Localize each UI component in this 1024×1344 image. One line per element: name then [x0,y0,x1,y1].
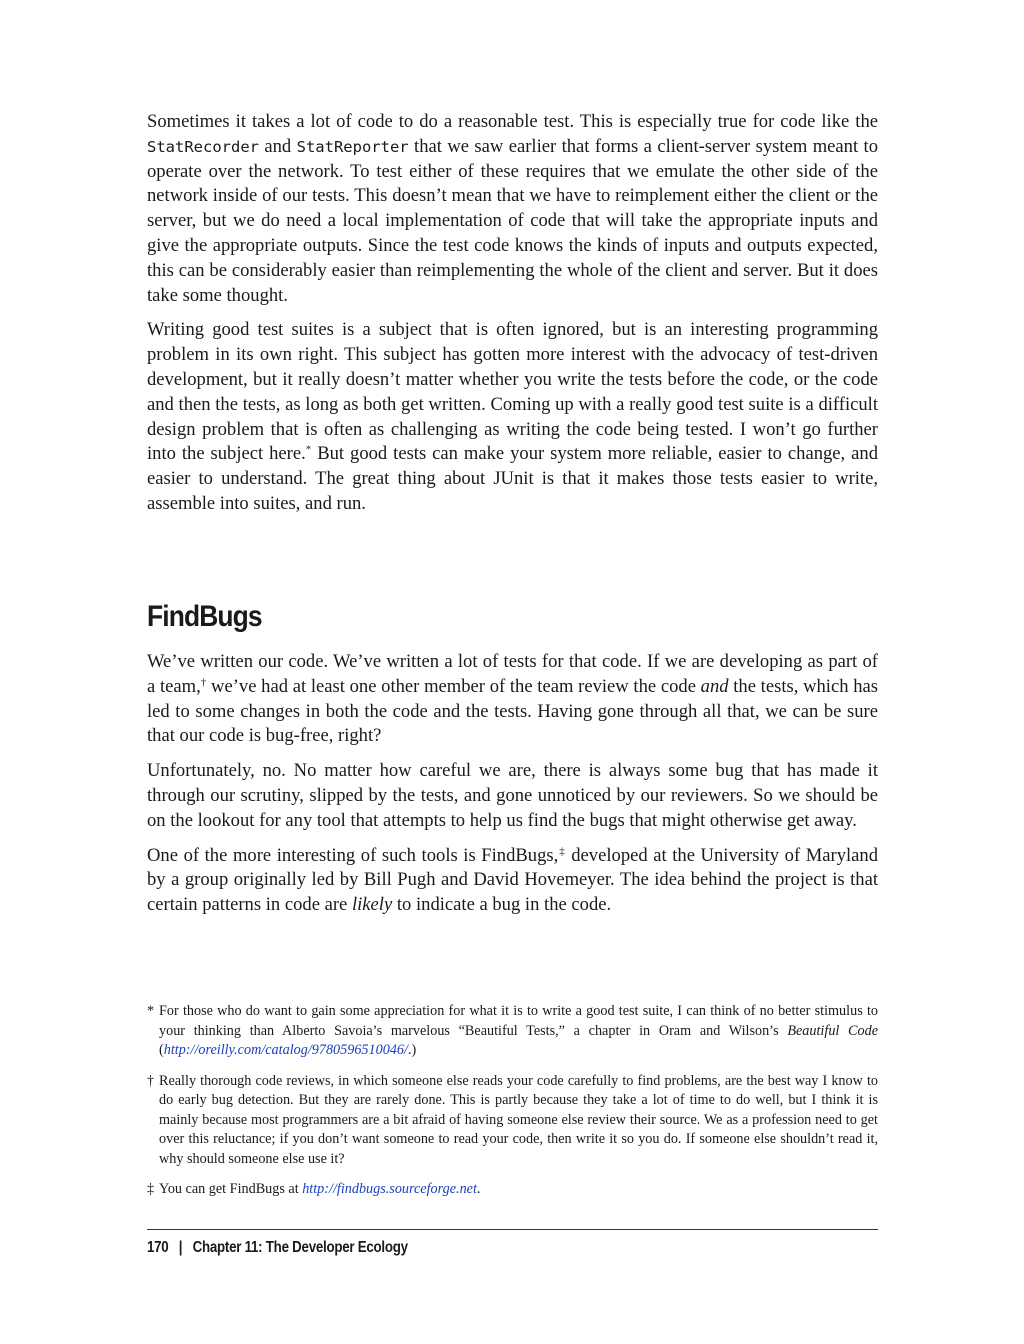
code-statrecorder: StatRecorder [147,137,259,156]
paragraph-written-code: We’ve written our code. We’ve written a lot of tests for that code. If we are developing as part of a team,† we’ve had at least one other member of the team review the code and the tests, which has led to some changes in both the code and the tests. Having gone through all that, we can be sure that our code is bug-free, right? [147,651,878,747]
chapter-title: Chapter 11: The Developer Ecology [192,1239,408,1256]
footnote-ref-1[interactable]: * [305,443,312,456]
footnote-mark: ‡ [147,1181,155,1197]
paragraph-test-suites: Writing good test suites is a subject that is often ignored, but is an interesting programming problem in its own right. This subject has gotten more interest with the advocacy of test-driven development, but it really doesn’t matter whether you write the tests before the code, or the code and then the tests, as long as both get written. Coming up with a really good test suite is a difficult design problem that is often as challenging as writing the code being tested. I won’t go further into the subject here.* But good tests can make your system more reliable, easier to change, and easier to understand. The great thing about JUnit is that it makes those tests easier to write, assemble into suites, and run. [147,319,878,514]
book-title: Beautiful Code [787,1022,878,1039]
footnote-ref-2[interactable]: † [200,676,207,689]
oreilly-link[interactable]: http://oreilly.com/catalog/9780596510046/ [163,1042,408,1058]
findbugs-link[interactable]: http://findbugs.sourceforge.net [302,1181,477,1197]
footnote-3: ‡ You can get FindBugs at http://findbugs.sourceforge.net. [147,1180,878,1200]
footnote-2: † Really thorough code reviews, in which someone else reads your code carefully to find problems, are the best way I know to do early bug detection. But they are rarely done. This is partly because they take a lot of time to do well, but I think it is mainly because most programmers are a bit afraid of having someone else review their source. We as a profession need to get over this reluctance; if you don’t want someone to read your code, then write it so you do. If someone else shouldn’t read it, why should someone else use it? [147,1072,878,1167]
footnote-mark: * [147,1003,155,1019]
page-number: 170 [147,1239,169,1256]
paragraph-findbugs-intro: One of the more interesting of such tools is FindBugs,‡ developed at the University of Maryland by a group originally led by Bill Pugh and David Hovemeyer. The idea behind the project is that certain patterns in code are likely to indicate a bug in the code. [147,844,879,916]
footnote-mark: † [147,1072,155,1089]
footnote-1: * For those who do want to gain some appreciation for what it is to write a good test suite, I can think of no better stimulus to your thinking than Alberto Savoia’s marvelous “Beautiful Tests,” a chapter in Oram and Wilson’s Beautiful Code (http://oreilly.com/catalog/9780596510046/.) [147,1003,878,1058]
footnotes [147,1002,878,1211]
code-statreporter: StatReporter [296,137,409,156]
footer-rule [147,1229,878,1230]
section-intro [147,110,878,527]
section-findbugs [147,650,878,928]
page-footer [147,1239,408,1257]
paragraph-test-code: Sometimes it takes a lot of code to do a reasonable test. This is especially true for code like the StatRecorder and StatReporter that we saw earlier that forms a client-server system meant to operate over the network. To test either of these requires that we emulate the other side of the network inside of our tests. This doesn’t mean that we have to reimplement either the client or the server, but we do need a local implementation of code that will take the appropriate inputs and give the appropriate outputs. Since the test code knows the kinds of inputs and outputs expected, this can be considerably easier than reimplementing the whole of the client and server. But it does take some thought. [147,111,878,306]
footer-separator: | [178,1239,183,1256]
paragraph-unfortunately: Unfortunately, no. No matter how careful we are, there is always some bug that has made it through our scrutiny, slipped by the tests, and gone unnoticed by our reviewers. So we should be on the lookout for any tool that attempts to help us find the bugs that might otherwise get away. [147,760,878,831]
section-heading-findbugs: FindBugs [147,600,262,633]
footnote-ref-3[interactable]: ‡ [558,844,566,857]
